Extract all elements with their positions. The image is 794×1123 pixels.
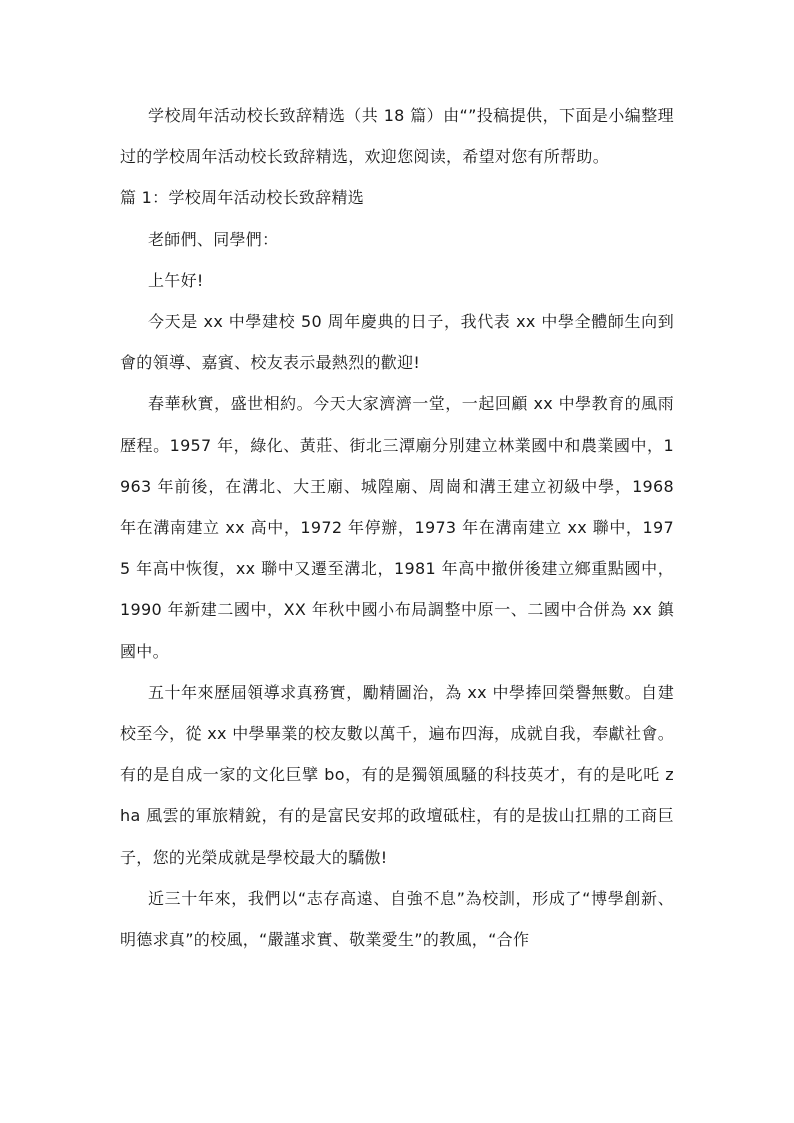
document-page [120, 95, 674, 960]
body-paragraph-motto: 近三十年來，我們以“志存高遠、自強不息”為校訓，形成了“博學創新、明德求真”的校風，“嚴謹求實、敬業愛生”的教風，“合作 [120, 888, 674, 950]
section-title: 篇 1：学校周年活动校长致辞精选 [120, 188, 365, 208]
body-paragraph-achievements: 五十年來歷屆領導求真務實，勵精圖治，為 xx 中學捧回榮譽無數。自建校至今，從 xx 中學畢業的校友數以萬千，遍布四海，成就自我，奉獻社會。有的是自成一家的文化巨擘 bo，有的是獨領風騷的科技英才，有的是叱吒 zha 風雲的軍旅精銳，有的是富民安邦的政壇砥柱，有的是拔山扛鼎的工商巨子，您的光榮成就是學校最大的驕傲! [120, 682, 674, 867]
body-paragraph-welcome: 今天是 xx 中學建校 50 周年慶典的日子，我代表 xx 中學全體師生向到會的領導、嘉賓、校友表示最熱烈的歡迎! [120, 312, 674, 373]
intro-paragraph: 学校周年活动校长致辞精选（共 18 篇）由“”投稿提供，下面是小编整理过的学校周年活动校长致辞精选，欢迎您阅读，希望对您有所帮助。 [120, 106, 674, 167]
salutation: 老師們、同學們： [148, 229, 279, 249]
greeting: 上午好! [148, 270, 204, 290]
body-paragraph-history: 春華秋實，盛世相約。今天大家濟濟一堂，一起回顧 xx 中學教育的風雨歷程。1957 年，綠化、黃莊、街北三潭廟分別建立林業國中和農業國中，1963 年前後，在溝北、大王廟、城隍廟、周崗和溝王建立初級中學，1968 年在溝南建立 xx 高中，1972 年停辦，1973 年在溝南建立 xx 聯中，1975 年高中恢復，xx 聯中又遷至溝北，1981 年高中撤併後建立鄉重點國中，1990 年新建二國中，XX 年秋中國小布局調整中原一、二國中合併為 xx 鎮國中。 [120, 394, 674, 661]
